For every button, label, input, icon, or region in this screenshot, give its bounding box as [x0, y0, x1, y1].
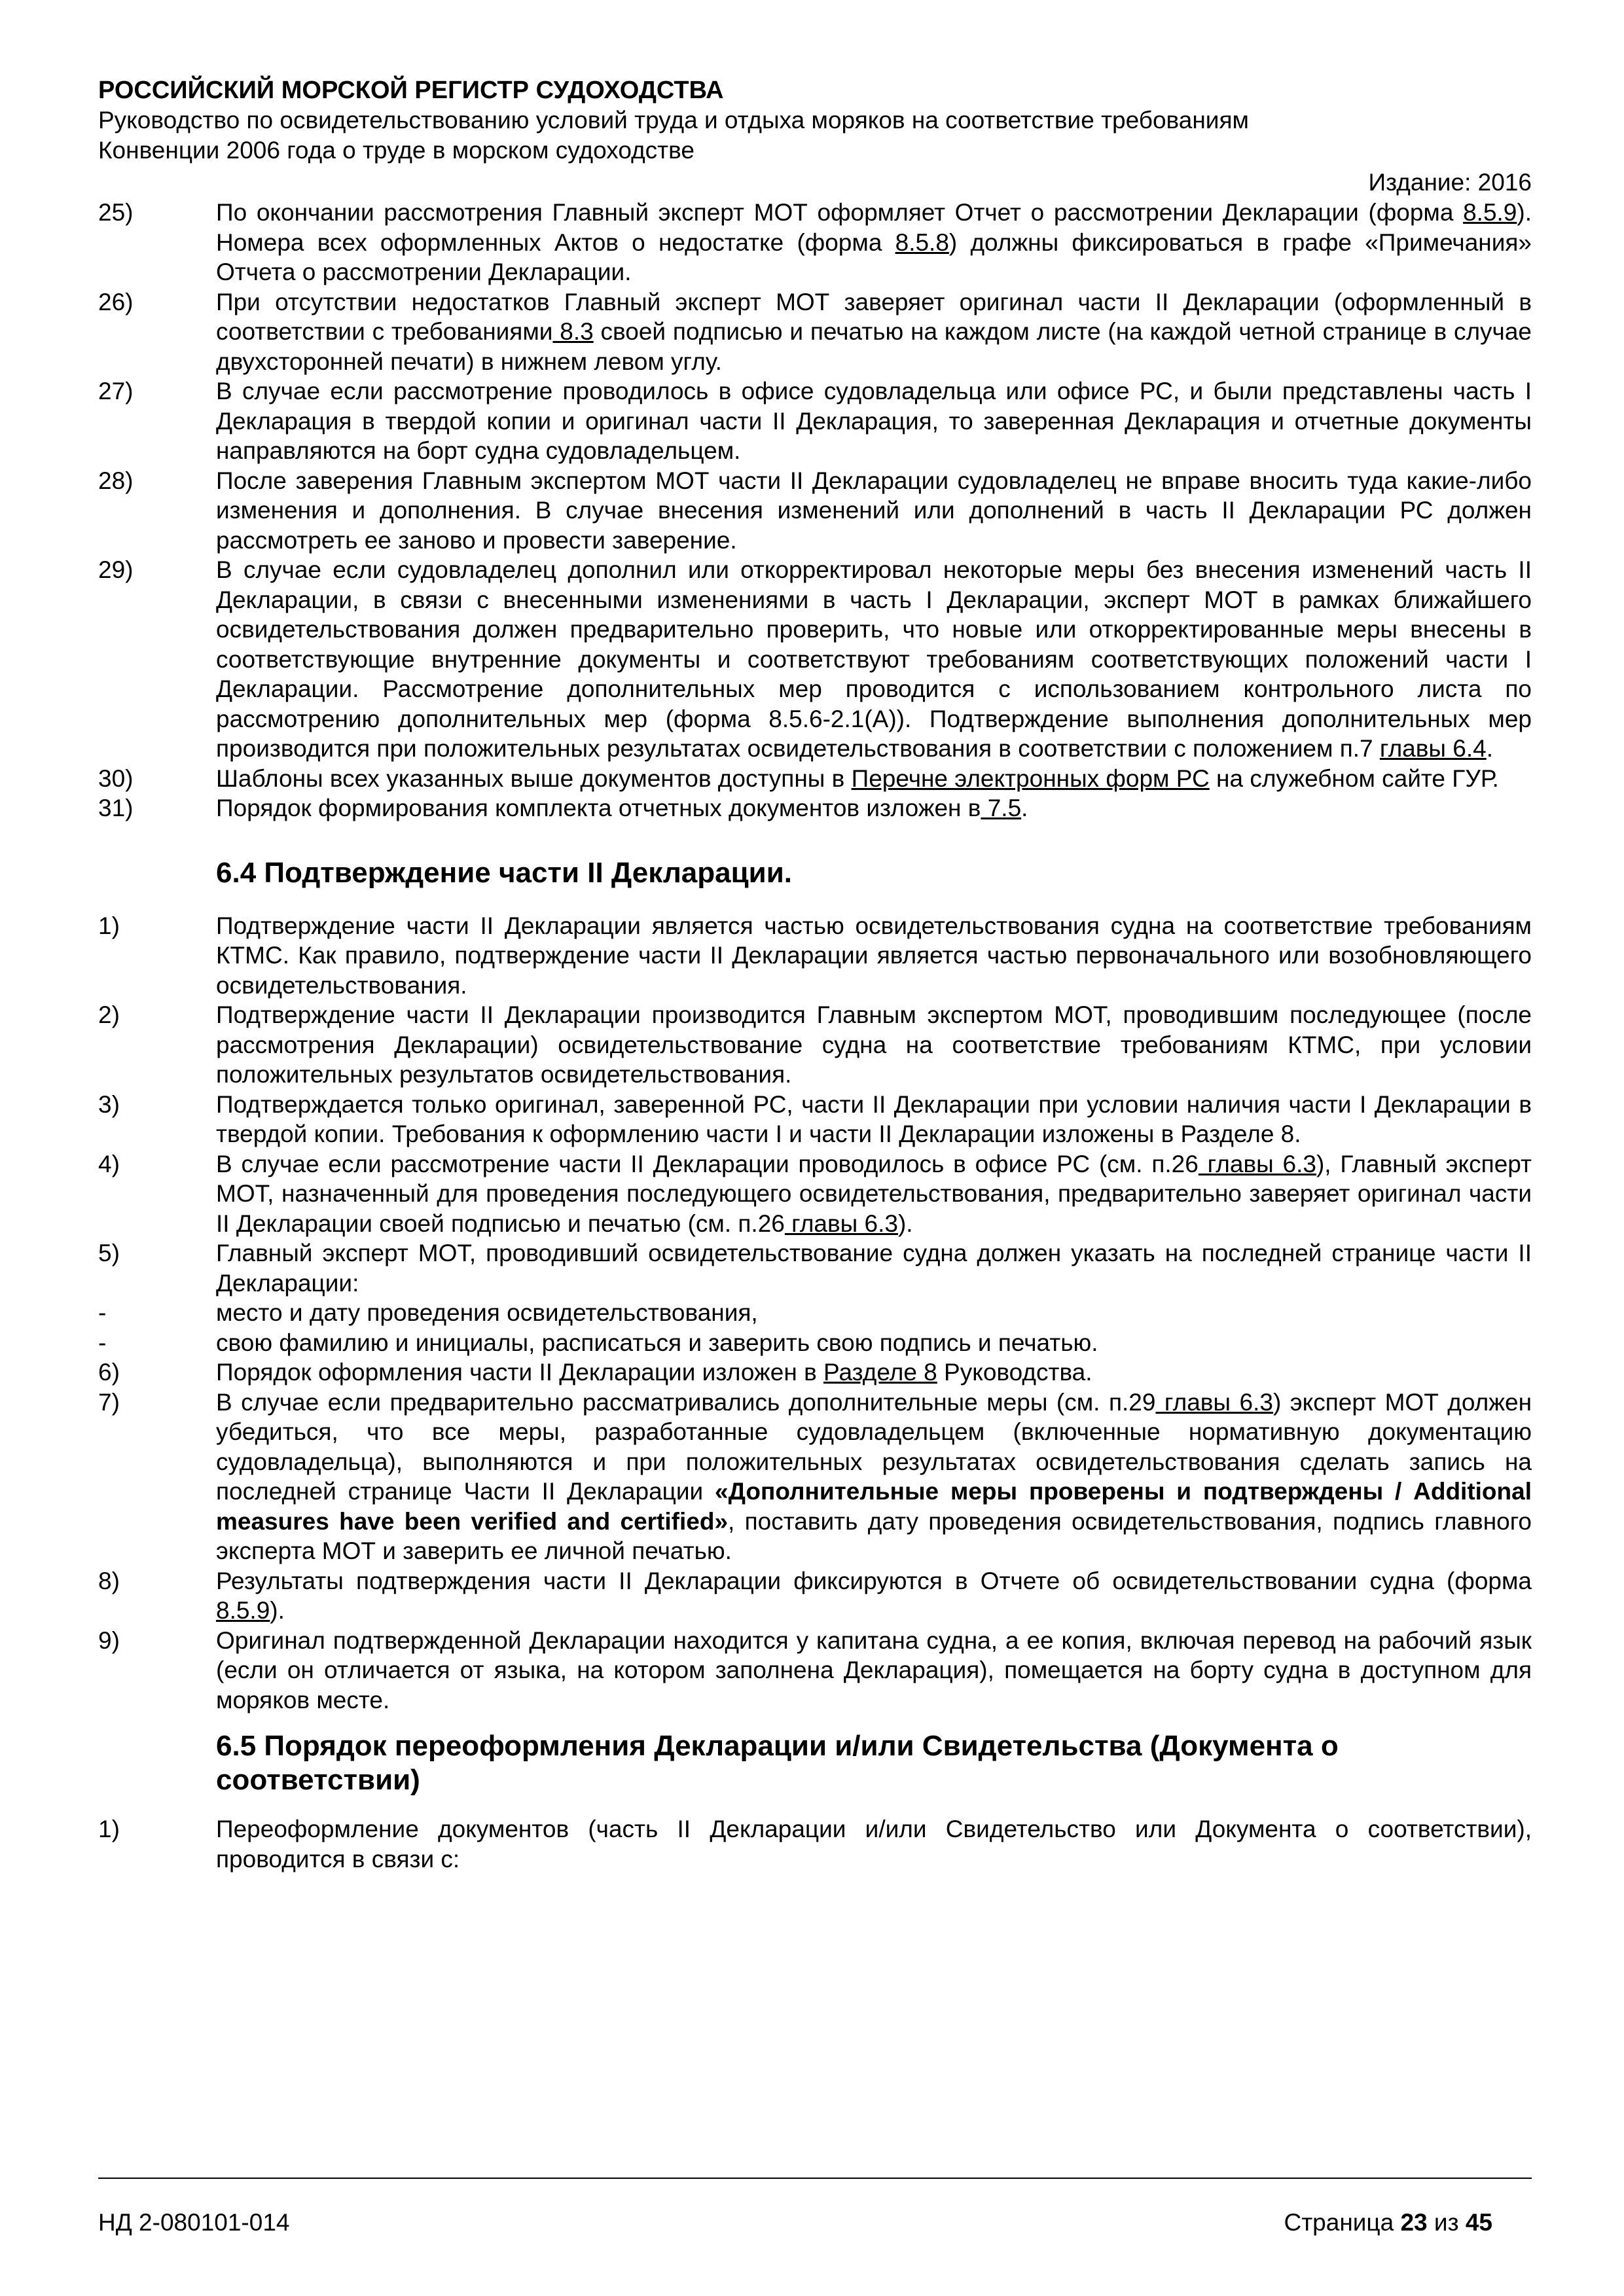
- cross-reference-link[interactable]: 7.5: [981, 795, 1022, 821]
- text-segment: В случае если судовладелец дополнил или откорректировал некоторые меры без внесения изменений часть II Декларации, в связи с внесенными изменениями в часть I Декларации, эксперт МОТ в рамках ближайшего освидетельствования должен предварительно проверить, что новые или откорректированные меры внесены в соответствующие внутренние документы и соответствуют требованиям соответствующих положений части I Декларации. Рассмотрение дополнительных мер проводится с использованием контрольного листа по рассмотрению дополнительных мер (форма 8.5.6-2.1(А)). Подтверждение выполнения дополнительных мер производится при положительных результатах освидетельствования в соответствии с положением п.7: [216, 556, 1532, 762]
- page-current: 23: [1400, 2209, 1428, 2236]
- list-item-number: -: [98, 1299, 107, 1326]
- list-item-number: 4): [98, 1150, 120, 1177]
- list-item: [98, 1388, 1532, 1566]
- text-segment: В случае если рассмотрение проводилось в офисе судовладельца или офисе РС, и были представлены часть I Декларация в твердой копии и оригинал части II Декларация, то заверенная Декларация и отчетные документы направляются на борт судна судовладельцем.: [216, 378, 1532, 464]
- list-item: [98, 1298, 1532, 1328]
- list-item: [98, 376, 1532, 466]
- text-segment: Результаты подтверждения части II Декларации фиксируются в Отчете об освидетельствовании судна (форма: [216, 1567, 1532, 1594]
- cross-reference-link[interactable]: 8.5.9: [216, 1597, 270, 1624]
- list-item-number: 1): [98, 1816, 120, 1842]
- text-segment: Подтверждение части II Декларации является частью освидетельствования судна на соответствие требованиям КТМС. Как правило, подтверждение части II Декларации является частью первоначального или возобновляющего освидетельствования.: [216, 912, 1532, 999]
- list-item-text: [216, 911, 1532, 1001]
- list-item-text: [216, 764, 1532, 794]
- text-segment: .: [1021, 795, 1028, 821]
- page-content: [98, 75, 1532, 1874]
- text-segment: Шаблоны всех указанных выше документов доступны в: [216, 764, 852, 792]
- text-segment: ).: [270, 1597, 285, 1624]
- list-item: [98, 1149, 1532, 1239]
- text-segment: на служебном сайте ГУР.: [1209, 764, 1499, 792]
- list-item-number: 1): [98, 912, 120, 939]
- text-segment: Подтверждение части II Декларации производится Главным экспертом МОТ, проводившим последующее (после рассмотрения Декларации) освидетельствование судна на соответствие требованиям КТМС, при условии положительных результатов освидетельствования.: [216, 1001, 1532, 1088]
- list-item-text: [216, 793, 1532, 823]
- cross-reference-link[interactable]: главы 6.3: [1155, 1388, 1273, 1416]
- cross-reference-link[interactable]: главы 6.3: [1198, 1150, 1316, 1177]
- text-segment: Переоформление документов (часть II Декларации и/или Свидетельство или Документа о соответствии), проводится в связи с:: [216, 1816, 1532, 1873]
- document-number: НД 2-080101-014: [98, 2209, 290, 2236]
- list-item-number: 25): [98, 199, 134, 226]
- text-segment: Порядок оформления части II Декларации изложен в: [216, 1359, 824, 1386]
- text-segment: место и дату проведения освидетельствования,: [216, 1299, 758, 1326]
- text-segment: ). Номера всех оформленных Актов о недостатке (форма: [216, 199, 1532, 256]
- text-segment: , поставить дату проведения освидетельствования, подпись главного эксперта МОТ и заверить ее личной печатью.: [216, 1507, 1532, 1564]
- text-segment: Руководства.: [937, 1359, 1092, 1386]
- list-item-number: 31): [98, 795, 134, 821]
- edition-label: Издание: 2016: [1368, 169, 1532, 196]
- document-title-line-1: Руководство по освидетельствованию условий труда и отдыха моряков на соответствие требованиям: [98, 107, 1249, 134]
- emphasized-text: «Дополнительные меры проверены и подтверждены / Additional measures have been verified and certified»: [216, 1478, 1532, 1535]
- list-item-number: 29): [98, 556, 134, 583]
- cross-reference-link[interactable]: 8.5.9: [1463, 199, 1517, 226]
- list-item-number: 28): [98, 467, 134, 494]
- cross-reference-link[interactable]: главы 6.3: [784, 1210, 898, 1237]
- list-item-text: [216, 1328, 1532, 1358]
- page-footer: [98, 2208, 1492, 2238]
- list-item-number: 30): [98, 764, 134, 792]
- list-item-number: 5): [98, 1240, 120, 1266]
- text-segment: свою фамилию и инициалы, расписаться и заверить свою подпись и печатью.: [216, 1329, 1098, 1356]
- list-item-text: [216, 376, 1532, 466]
- text-segment: Порядок формирования комплекта отчетных документов изложен в: [216, 795, 981, 821]
- list-item-text: [216, 1090, 1532, 1149]
- list-item-text: [216, 555, 1532, 764]
- list-item: [98, 1238, 1532, 1298]
- organization-name: РОССИЙСКИЙ МОРСКОЙ РЕГИСТР СУДОХОДСТВА: [98, 77, 724, 104]
- list-item-number: 27): [98, 378, 134, 404]
- list-item: [98, 1814, 1532, 1874]
- list-item-text: [216, 1238, 1532, 1298]
- section-heading-6-4: 6.4 Подтверждение части II Декларации.: [216, 856, 792, 889]
- list-item: [98, 1090, 1532, 1149]
- text-segment: Главный эксперт МОТ, проводивший освидетельствование судна должен указать на последней странице части II Декларации:: [216, 1240, 1532, 1297]
- list-item-number: 9): [98, 1626, 120, 1654]
- text-segment: ) должны фиксироваться в графе «Примечания» Отчета о рассмотрении Декларации.: [216, 228, 1532, 285]
- list-item-text: [216, 1298, 1532, 1328]
- cross-reference-link[interactable]: Разделе 8: [823, 1359, 937, 1386]
- list-item-text: [216, 1388, 1532, 1566]
- text-segment: своей подписью и печатью на каждом листе (на каждой четной странице в случае двухсторонней печати) в нижнем левом углу.: [216, 318, 1532, 375]
- list-item-text: [216, 1357, 1532, 1388]
- cross-reference-link[interactable]: 8.3: [552, 318, 594, 345]
- page-indicator: [1284, 2208, 1493, 2238]
- list-item-text: [216, 1000, 1532, 1090]
- section-heading-6-5: 6.5 Порядок переоформления Декларации и/или Свидетельства (Документа о соответствии): [216, 1730, 1339, 1796]
- list-item-number: -: [98, 1329, 107, 1356]
- list-item-text: [216, 1814, 1532, 1874]
- list-item: [98, 287, 1532, 377]
- text-segment: ) эксперт МОТ должен убедиться, что все меры, разработанные судовладельцем (включенные нормативную документацию судовладельца), выполняются и при положительных результатах освидетельствования сделать запись на последней странице Части II Декларации: [216, 1388, 1532, 1505]
- list-item: [98, 1000, 1532, 1090]
- page-total: 45: [1465, 2209, 1492, 2236]
- page-separator: из: [1434, 2209, 1459, 2236]
- text-segment: При отсутствии недостатков Главный эксперт МОТ заверяет оригинал части II Декларации (оформленный в соответствии с требованиями: [216, 288, 1532, 345]
- list-item: [98, 793, 1532, 823]
- list-section-6-3-continued: [98, 198, 1532, 823]
- list-item-text: [216, 287, 1532, 377]
- list-item-text: [216, 198, 1532, 287]
- list-item-text: [216, 1566, 1532, 1626]
- cross-reference-link[interactable]: 8.5.8: [895, 228, 949, 256]
- list-item-number: 8): [98, 1567, 120, 1594]
- list-item: [98, 1566, 1532, 1626]
- text-segment: ), Главный эксперт МОТ, назначенный для проведения последующего освидетельствования, предварительно заверяет оригинал части II Декларации своей подписью и печатью (см. п.26: [216, 1150, 1532, 1237]
- text-segment: .: [1486, 735, 1493, 762]
- document-title-line-2: Конвенции 2006 года о труде в морском судоходстве: [98, 137, 695, 164]
- list-item-text: [216, 1626, 1532, 1715]
- list-item-number: 26): [98, 288, 134, 315]
- footer-divider: [98, 2178, 1532, 2179]
- list-item: [98, 911, 1532, 1001]
- list-item-number: 7): [98, 1388, 120, 1416]
- list-item-number: 6): [98, 1359, 120, 1386]
- list-item: [98, 198, 1532, 287]
- text-segment: После заверения Главным экспертом МОТ части II Декларации судовладелец не вправе вносить туда какие-либо изменения и дополнения. В случае внесения изменений или дополнений в часть II Декларации РС должен рассмотреть ее заново и провести заверение.: [216, 467, 1532, 554]
- list-item: [98, 466, 1532, 556]
- text-segment: ).: [897, 1210, 913, 1237]
- list-item: [98, 1626, 1532, 1715]
- text-segment: Оригинал подтвержденной Декларации находится у капитана судна, а ее копия, включая перевод на рабочий язык (если он отличается от языка, на котором заполнена Декларация), помещается на борту судна в доступном для моряков месте.: [216, 1626, 1532, 1713]
- list-item: [98, 764, 1532, 794]
- list-item: [98, 1328, 1532, 1358]
- list-item: [98, 1357, 1532, 1388]
- text-segment: В случае если рассмотрение части II Декларации проводилось в офисе РС (см. п.26: [216, 1150, 1199, 1177]
- list-section-6-5: [98, 1814, 1532, 1874]
- text-segment: По окончании рассмотрения Главный эксперт МОТ оформляет Отчет о рассмотрении Декларации (форма: [216, 199, 1464, 226]
- cross-reference-link[interactable]: Перечне электронных форм РС: [851, 764, 1210, 792]
- text-segment: Подтверждается только оригинал, заверенной РС, части II Декларации при условии наличия части I Декларации в твердой копии. Требования к оформлению части I и части II Декларации изложены в Разделе 8.: [216, 1090, 1532, 1147]
- text-segment: В случае если предварительно рассматривались дополнительные меры (см. п.29: [216, 1388, 1156, 1416]
- page-word: Страница: [1284, 2209, 1394, 2236]
- list-section-6-4: [98, 911, 1532, 1715]
- list-item: [98, 555, 1532, 764]
- list-item-text: [216, 466, 1532, 556]
- list-item-number: 3): [98, 1090, 120, 1118]
- cross-reference-link[interactable]: главы 6.4: [1379, 735, 1487, 762]
- list-item-number: 2): [98, 1001, 120, 1028]
- list-item-text: [216, 1149, 1532, 1239]
